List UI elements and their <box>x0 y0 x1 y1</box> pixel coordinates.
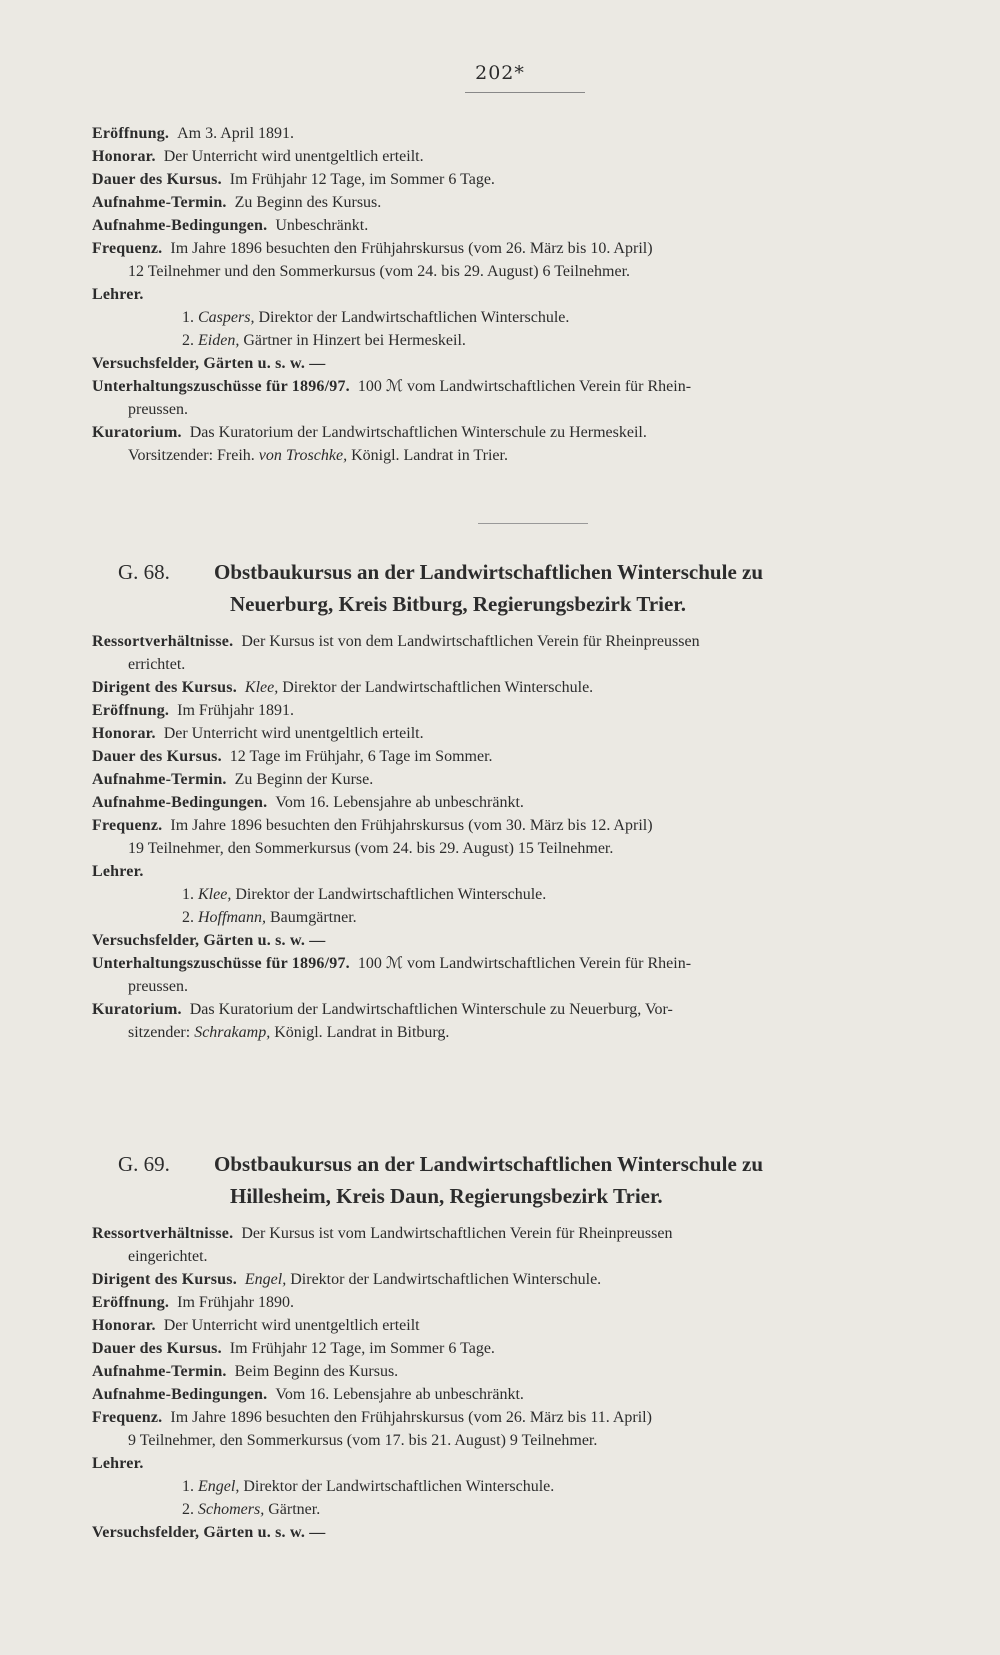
section-number: G. 69. <box>118 1152 170 1176</box>
teacher-item <box>92 906 950 929</box>
field-text: 12 Tage im Frühjahr, 6 Tage im Sommer. <box>229 748 493 765</box>
item-number: 1. <box>182 886 198 903</box>
field-text: Im Frühjahr 1890. <box>177 1294 294 1311</box>
field-label: Dauer des Kursus. <box>92 748 222 765</box>
person-name: Klee, <box>198 886 236 903</box>
field-text: preussen. <box>128 401 188 418</box>
continuation-line <box>92 837 950 860</box>
field-text: sitzender: <box>128 1024 195 1041</box>
person-name: von Troschke, <box>258 447 352 464</box>
field-label: Versuchsfelder, Gärten u. s. w. — <box>92 355 326 372</box>
field-text: Das Kuratorium der Landwirtschaftlichen Winterschule zu Hermeskeil. <box>189 424 647 441</box>
item-number: 1. <box>182 1478 198 1495</box>
field-label: Ressortverhältnisse. <box>92 1225 234 1242</box>
field-line <box>92 998 950 1021</box>
field-label: Frequenz. <box>92 1409 163 1426</box>
section-divider <box>478 523 588 524</box>
field-text: preussen. <box>128 978 188 995</box>
field-label: Aufnahme-Bedingungen. <box>92 1386 268 1403</box>
item-number: 1. <box>182 309 198 326</box>
field-label: Frequenz. <box>92 817 163 834</box>
field-text: errichtet. <box>128 656 186 673</box>
field-line <box>92 814 950 837</box>
field-label: Eröffnung. <box>92 702 170 719</box>
field-line <box>92 1314 950 1337</box>
field-line <box>92 745 950 768</box>
field-text: Königl. Landrat in Bitburg. <box>274 1024 450 1041</box>
field-text: Im Frühjahr 12 Tage, im Sommer 6 Tage. <box>229 171 495 188</box>
field-text: 19 Teilnehmer, den Sommerkursus (vom 24. bis 29. August) 15 Teilnehmer. <box>128 840 614 857</box>
field-text: Zu Beginn der Kurse. <box>234 771 374 788</box>
person-name: Engel, <box>244 1271 291 1288</box>
continuation-line <box>92 1245 950 1268</box>
field-text: Der Unterricht wird unentgeltlich erteilt. <box>163 148 424 165</box>
field-line <box>92 1222 950 1245</box>
continuation-line <box>92 1429 950 1452</box>
field-line <box>92 791 950 814</box>
field-line <box>92 952 950 975</box>
section-g69 <box>92 1148 950 1544</box>
section-title-line-1: Obstbaukursus an der Landwirtschaftlichen Winterschule zu <box>214 1152 764 1176</box>
continuation-line <box>92 975 950 998</box>
page-number: 202* <box>475 62 525 84</box>
field-line <box>92 860 950 883</box>
section-number: G. 68. <box>118 560 170 584</box>
field-line <box>92 375 950 398</box>
person-name: Hoffmann, <box>198 909 270 926</box>
field-line <box>92 1383 950 1406</box>
field-line <box>92 722 950 745</box>
field-text: Im Jahre 1896 besuchten den Frühjahrskursus (vom 26. März bis 11. April) <box>170 1409 652 1426</box>
field-text: Das Kuratorium der Landwirtschaftlichen Winterschule zu Neuerburg, Vor- <box>189 1001 673 1018</box>
section-body <box>92 1222 950 1544</box>
field-text: Zu Beginn des Kursus. <box>234 194 382 211</box>
field-label: Frequenz. <box>92 240 163 257</box>
section-title-line-1: Obstbaukursus an der Landwirtschaftlichen Winterschule zu <box>214 560 764 584</box>
teacher-item <box>92 883 950 906</box>
field-line <box>92 145 950 168</box>
page-number-rule <box>465 92 585 93</box>
field-text: Im Jahre 1896 besuchten den Frühjahrskursus (vom 30. März bis 12. April) <box>170 817 653 834</box>
person-name: Caspers, <box>198 309 259 326</box>
person-name: Schomers, <box>198 1501 269 1518</box>
person-name: Eiden, <box>198 332 244 349</box>
field-label: Unterhaltungszuschüsse für 1896/97. <box>92 955 350 972</box>
field-text: Direktor der Landwirtschaftlichen Winterschule. <box>282 679 594 696</box>
item-number: 2. <box>182 332 198 349</box>
field-label: Versuchsfelder, Gärten u. s. w. — <box>92 932 326 949</box>
continuation-line <box>92 398 950 421</box>
continuation-line <box>92 444 950 467</box>
field-line <box>92 191 950 214</box>
teacher-item <box>92 329 950 352</box>
field-line <box>92 699 950 722</box>
item-number: 2. <box>182 909 198 926</box>
field-text: Im Jahre 1896 besuchten den Frühjahrskursus (vom 26. März bis 10. April) <box>170 240 653 257</box>
field-line <box>92 122 950 145</box>
field-line <box>92 630 950 653</box>
item-text: Gärtner. <box>268 1501 321 1518</box>
field-line <box>92 237 950 260</box>
field-text: Vom 16. Lebensjahre ab unbeschränkt. <box>275 1386 524 1403</box>
field-text: Der Kursus ist vom Landwirtschaftlichen Verein für Rheinpreussen <box>241 1225 673 1242</box>
field-line <box>92 676 950 699</box>
section-body <box>92 630 950 1044</box>
field-label: Ressortverhältnisse. <box>92 633 234 650</box>
field-text: 100 ℳ vom Landwirtschaftlichen Verein für Rhein- <box>357 955 692 972</box>
field-text: Direktor der Landwirtschaftlichen Winterschule. <box>290 1271 602 1288</box>
field-label: Eröffnung. <box>92 1294 170 1311</box>
section-heading <box>92 556 950 588</box>
field-line <box>92 1337 950 1360</box>
continuation-line <box>92 653 950 676</box>
field-label: Lehrer. <box>92 1455 144 1472</box>
field-label: Aufnahme-Bedingungen. <box>92 794 268 811</box>
teacher-item <box>92 1475 950 1498</box>
field-line <box>92 1406 950 1429</box>
field-label: Eröffnung. <box>92 125 170 142</box>
field-line <box>92 1360 950 1383</box>
field-label: Aufnahme-Termin. <box>92 771 227 788</box>
field-text: Am 3. April 1891. <box>177 125 295 142</box>
field-text: Im Frühjahr 12 Tage, im Sommer 6 Tage. <box>229 1340 495 1357</box>
field-label: Aufnahme-Bedingungen. <box>92 217 268 234</box>
field-line <box>92 283 950 306</box>
field-label: Honorar. <box>92 148 156 165</box>
field-text: Im Frühjahr 1891. <box>177 702 294 719</box>
field-text: Vom 16. Lebensjahre ab unbeschränkt. <box>275 794 524 811</box>
field-label: Dauer des Kursus. <box>92 171 222 188</box>
field-label: Versuchsfelder, Gärten u. s. w. — <box>92 1524 326 1541</box>
field-text: Beim Beginn des Kursus. <box>234 1363 399 1380</box>
section-title-line-2: Neuerburg, Kreis Bitburg, Regierungsbezirk Trier. <box>230 592 686 616</box>
field-text: 100 ℳ vom Landwirtschaftlichen Verein für Rhein- <box>357 378 692 395</box>
field-line <box>92 214 950 237</box>
item-text: Direktor der Landwirtschaftlichen Winterschule. <box>243 1478 555 1495</box>
section-title-line-2: Hillesheim, Kreis Daun, Regierungsbezirk Trier. <box>230 1184 663 1208</box>
field-label: Aufnahme-Termin. <box>92 194 227 211</box>
item-text: Direktor der Landwirtschaftlichen Winterschule. <box>258 309 570 326</box>
field-label: Kuratorium. <box>92 424 182 441</box>
field-line <box>92 1521 950 1544</box>
item-text: Direktor der Landwirtschaftlichen Winterschule. <box>235 886 547 903</box>
field-text: 9 Teilnehmer, den Sommerkursus (vom 17. bis 21. August) 9 Teilnehmer. <box>128 1432 598 1449</box>
field-text: Der Kursus ist von dem Landwirtschaftlichen Verein für Rheinpreussen <box>241 633 700 650</box>
field-text: Der Unterricht wird unentgeltlich erteilt. <box>163 725 424 742</box>
field-text: 12 Teilnehmer und den Sommerkursus (vom 24. bis 29. August) 6 Teilnehmer. <box>128 263 631 280</box>
field-label: Dirigent des Kursus. <box>92 1271 237 1288</box>
continuation-line <box>92 1021 950 1044</box>
field-label: Honorar. <box>92 725 156 742</box>
field-line <box>92 1268 950 1291</box>
field-text: Unbeschränkt. <box>275 217 369 234</box>
field-line <box>92 1452 950 1475</box>
field-text: Der Unterricht wird unentgeltlich erteilt <box>163 1317 420 1334</box>
section-heading <box>92 1148 950 1180</box>
field-label: Dirigent des Kursus. <box>92 679 237 696</box>
field-label: Aufnahme-Termin. <box>92 1363 227 1380</box>
field-line <box>92 929 950 952</box>
field-label: Lehrer. <box>92 286 144 303</box>
field-text: eingerichtet. <box>128 1248 208 1265</box>
section-g68 <box>92 556 950 1044</box>
field-text: Königl. Landrat in Trier. <box>351 447 508 464</box>
field-text: Vorsitzender: Freih. <box>128 447 259 464</box>
field-line <box>92 421 950 444</box>
section-continuation <box>92 122 950 467</box>
field-label: Dauer des Kursus. <box>92 1340 222 1357</box>
item-text: Gärtner in Hinzert bei Hermeskeil. <box>243 332 466 349</box>
field-label: Unterhaltungszuschüsse für 1896/97. <box>92 378 350 395</box>
field-label: Kuratorium. <box>92 1001 182 1018</box>
continuation-line <box>92 260 950 283</box>
field-label: Honorar. <box>92 1317 156 1334</box>
field-line <box>92 168 950 191</box>
teacher-item <box>92 1498 950 1521</box>
field-line <box>92 352 950 375</box>
person-name: Schrakamp, <box>194 1024 275 1041</box>
field-line <box>92 1291 950 1314</box>
field-label: Lehrer. <box>92 863 144 880</box>
person-name: Engel, <box>198 1478 244 1495</box>
item-number: 2. <box>182 1501 198 1518</box>
person-name: Klee, <box>244 679 283 696</box>
field-line <box>92 768 950 791</box>
teacher-item <box>92 306 950 329</box>
item-text: Baumgärtner. <box>270 909 357 926</box>
